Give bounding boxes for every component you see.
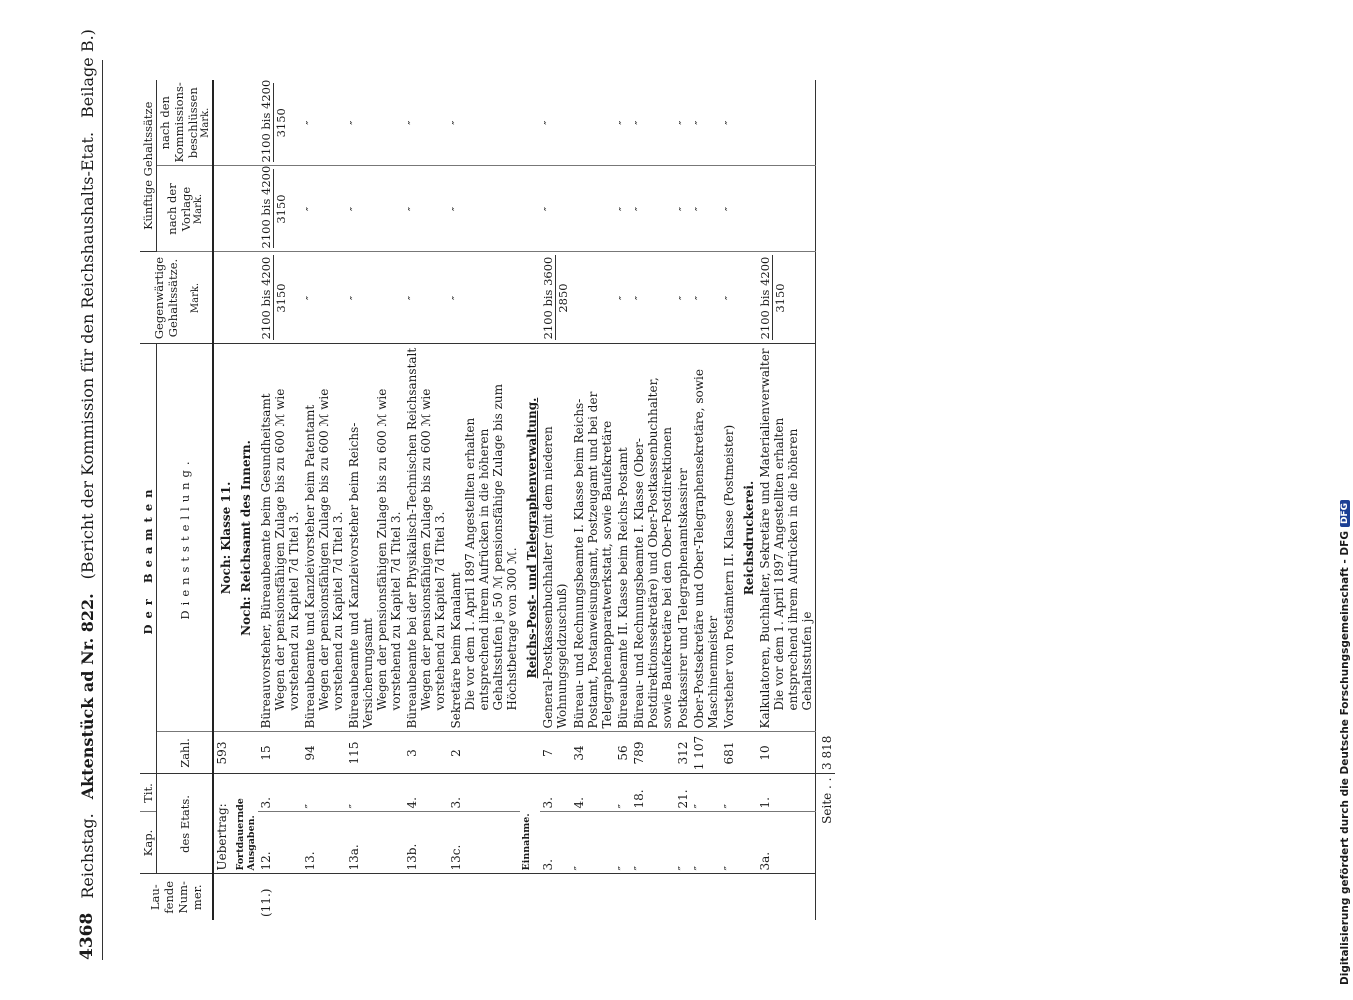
digitization-note [1338, 5, 1352, 985]
row-dienst: Büreau- und Rechnungsbeamte I. Klasse (Ober-Postdirektionssekretäre) und Ober-Postkassenbuchhalter, sowie Baufekretäre bei den Ober-Postdirektionen [631, 344, 675, 732]
row-tit: 4. [571, 774, 615, 812]
row-dienst: Büreaubeamte II. Klasse beim Reichs-Postamt [615, 344, 631, 732]
annex-label: Beilage B.) [77, 29, 97, 118]
row-zahl: 789 [631, 732, 675, 774]
row-note: Wegen der pensionsfähigen Zulage bis zu 600 ℳ wie vorstehend zu Kapitel 7d Titel 3. [317, 388, 345, 711]
row-kap: ″ [721, 812, 737, 874]
digitization-text: Digitalisierung gefördert durch die Deutsche Forschungsgemeinschaft - DFG [1339, 531, 1351, 985]
dfg-logo: DFG [1340, 500, 1350, 527]
col-dienst: Dienststellung. [157, 344, 214, 732]
row-tit: 3. [540, 774, 571, 812]
row-geg: ″ [302, 252, 346, 344]
row-geg: ″ [631, 252, 675, 344]
row-zahl: 34 [571, 732, 615, 774]
page-header [72, 29, 102, 960]
table-row [721, 80, 737, 920]
row-geg: ″ [615, 252, 631, 344]
table-row [571, 80, 615, 920]
section-klasse: Noch: Klasse 11. [213, 344, 234, 732]
row-note: Die vor dem 1. April 1897 Angestellten erhalten entsprechend ihrem Aufrücken in die höheren Gehaltsstufen je 50 ℳ pensionsfähige Zulage bis zum Höchstbetrage von 300 ℳ. [463, 383, 519, 711]
table-row [520, 80, 540, 920]
section-post: Reichs-Post- und Telegraphenverwaltung. [520, 344, 540, 732]
row-tit: 21. [675, 774, 691, 812]
table-row [258, 80, 302, 920]
row-tit: ″ [346, 774, 404, 812]
row-dienst-text: Kalkulatoren, Buchhalter, Sekretäre und Materialienverwalter [758, 348, 772, 729]
col-gegenwaertig-label: Gegenwärtige Gehaltssätze. [151, 256, 180, 340]
row-kom: ″ [346, 80, 404, 166]
table-row [404, 80, 448, 920]
row-vor: ″ [302, 166, 346, 252]
row-tit: 4. [404, 774, 448, 812]
row-zahl: 1 107 [691, 732, 721, 774]
salary-table [140, 80, 835, 920]
row-zahl: 2 [448, 732, 520, 774]
row-kap: 13a. [346, 812, 404, 874]
col-vorlage-label: nach der Vorlage [165, 183, 193, 235]
row-tit: 1. [757, 774, 816, 812]
row-kap: 13b. [404, 812, 448, 874]
row-kap: ″ [615, 812, 631, 874]
row-geg-range: 2100 bis 4200 [259, 256, 273, 340]
row-geg [258, 252, 302, 344]
col-lfd: Lau-fende Num-mer. [140, 874, 213, 920]
row-vor: ″ [540, 166, 571, 252]
row-kap: ″ [691, 812, 721, 874]
row-tit: ″ [302, 774, 346, 812]
row-dienst: Postkassirer und Telegraphenamtskassirer [675, 344, 691, 732]
table-row [757, 80, 816, 920]
row-geg-range: 2100 bis 4200 [758, 256, 772, 340]
row-vor: ″ [448, 166, 520, 252]
row-vor: ″ [631, 166, 675, 252]
row-kap: ″ [675, 812, 691, 874]
table-row [346, 80, 404, 920]
row-kom: ″ [615, 80, 631, 166]
table-row [234, 80, 258, 920]
row-kom: ″ [302, 80, 346, 166]
row-geg-mid: 2850 [556, 283, 570, 313]
row-kom: ″ [404, 80, 448, 166]
row-kap: 3a. [757, 812, 816, 874]
col-gegenwaertig-unit: Mark. [189, 282, 201, 314]
row-zahl: 15 [258, 732, 302, 774]
table-row [631, 80, 675, 920]
row-vor-range: 2100 bis 4200 [259, 165, 273, 249]
row-vor-mid: 3150 [274, 194, 288, 224]
row-geg: ″ [448, 252, 520, 344]
row-tit: 3. [258, 774, 302, 812]
row-geg: ″ [721, 252, 737, 344]
fortdauernde-label: Fortdauernde Ausgaben. [234, 774, 258, 874]
col-zahl: Zahl. [157, 732, 214, 774]
row-kom: ″ [721, 80, 737, 166]
col-kuenftig: Künftige Gehaltssätze [140, 80, 157, 252]
row-dienst [757, 344, 816, 732]
row-kom [258, 80, 302, 166]
row-vor: ″ [691, 166, 721, 252]
table-row [213, 80, 234, 920]
row-kom: ″ [675, 80, 691, 166]
source-label: Reichstag. [77, 813, 97, 899]
row-dienst [346, 344, 404, 732]
row-kap: ″ [631, 812, 675, 874]
row-geg-mid: 3150 [274, 283, 288, 313]
row-kom [571, 80, 615, 166]
row-tit: 18. [631, 774, 675, 812]
row-dienst [404, 344, 448, 732]
row-kom-mid: 3150 [274, 108, 288, 138]
row-dienst-text: Büreaubeamte bei der Physikalisch-Technischen Reichsanstalt [405, 347, 419, 729]
row-dienst-text: Büreaubeamte und Kanzleivorsteher beim Reichs-Versicherungsamt [347, 422, 375, 729]
row-zahl: 10 [757, 732, 816, 774]
row-note: Wegen der pensionsfähigen Zulage bis zu 600 ℳ wie vorstehend zu Kapitel 7d Titel 3. [419, 388, 447, 711]
row-dienst: Büreau- und Rechnungsbeamte I. Klasse beim Reichs-Postamt, Postanweisungsamt, Postzeugamt und bei der Telegraphenapparatwerkstatt, sowie Baufekretäre [571, 344, 615, 732]
col-kommission-label: nach den Kommissions-beschlüssen [158, 82, 200, 163]
col-etat: des Etats. [157, 774, 214, 874]
row-lfd: (11.) [259, 888, 273, 917]
col-gegenwaertig [140, 252, 213, 344]
document-subtitle: (Bericht der Kommission für den Reichshaushalts-Etat. [77, 131, 97, 580]
row-kap: 3. [540, 812, 571, 874]
row-geg [757, 252, 816, 344]
row-note: Die vor dem 1. April 1897 Angestellten erhalten entsprechend ihrem Aufrücken in die höheren Gehaltsstufen je [772, 417, 814, 711]
footer-label: Seite . . [816, 774, 836, 920]
row-zahl: 681 [721, 732, 737, 774]
row-geg: ″ [404, 252, 448, 344]
table-row [675, 80, 691, 920]
row-tit: 3. [448, 774, 520, 812]
row-geg: ″ [691, 252, 721, 344]
row-dienst: Vorsteher von Postämtern II. Klasse (Postmeister) [721, 344, 737, 732]
row-vor [258, 166, 302, 252]
row-geg: ″ [346, 252, 404, 344]
row-dienst-text: Sekretäre beim Kanalamt [449, 572, 463, 729]
row-zahl: 115 [346, 732, 404, 774]
header-rule [102, 60, 103, 960]
table-row [302, 80, 346, 920]
row-kom: ″ [448, 80, 520, 166]
row-zahl: 312 [675, 732, 691, 774]
row-geg [571, 252, 615, 344]
footer-total: 3 818 [816, 732, 836, 774]
row-vor: ″ [404, 166, 448, 252]
row-geg [540, 252, 571, 344]
col-kap: Kap. [140, 812, 157, 874]
page-number: 4368 [77, 912, 97, 960]
row-kap: ″ [571, 812, 615, 874]
row-tit: ″ [615, 774, 631, 812]
col-group-beamten: Der Beamten [140, 344, 157, 774]
row-kom-range: 2100 bis 4200 [259, 79, 273, 163]
row-dienst: Ober-Postsekretäre und Ober-Telegraphensekretäre, sowie Maschinenmeister [691, 344, 721, 732]
row-kom: ″ [691, 80, 721, 166]
row-geg-mid: 3150 [773, 283, 787, 313]
col-tit: Tit. [140, 774, 157, 812]
row-dienst-text: Büreaubeamte und Kanzleivorsteher beim Patentamt [303, 404, 317, 729]
table-row [448, 80, 520, 920]
row-tit: ″ [721, 774, 737, 812]
col-kommission-unit: Mark. [200, 107, 211, 138]
table-row [691, 80, 721, 920]
row-dienst [448, 344, 520, 732]
row-note: Wegen der pensionsfähigen Zulage bis zu 600 ℳ wie vorstehend zu Kapitel 7d Titel 3. [375, 388, 403, 711]
row-geg: ″ [675, 252, 691, 344]
row-dienst: General-Postkassenbuchhalter (mit dem niederen Wohnungsgeldzuschuß) [540, 344, 571, 732]
row-zahl: 7 [540, 732, 571, 774]
row-zahl: 56 [615, 732, 631, 774]
row-dienst [302, 344, 346, 732]
row-kap: 13. [302, 812, 346, 874]
uebertrag-label: Uebertrag: [213, 774, 234, 874]
table-footer [816, 80, 836, 920]
section-reichsamt-inneres: Noch: Reichsamt des Innern. [234, 344, 258, 732]
uebertrag-value: 593 [213, 732, 234, 774]
einnahme-label: Einnahme. [520, 774, 540, 874]
col-vorlage-unit: Mark. [193, 193, 204, 225]
row-kap: 13c. [448, 812, 520, 874]
row-geg-range: 2100 bis 3600 [541, 256, 555, 340]
row-tit: ″ [691, 774, 721, 812]
row-zahl: 3 [404, 732, 448, 774]
table-row [737, 80, 757, 920]
row-kom: ″ [540, 80, 571, 166]
row-kom: ″ [631, 80, 675, 166]
row-note: Wegen der pensionsfähigen Zulage bis zu 600 ℳ wie vorstehend zu Kapitel 7d Titel 3. [273, 388, 301, 711]
col-kommission [157, 80, 214, 166]
table-row [540, 80, 571, 920]
row-vor: ″ [346, 166, 404, 252]
row-dienst [258, 344, 302, 732]
section-druckerei: Reichsdruckerei. [737, 344, 757, 732]
table-row [615, 80, 631, 920]
row-kap: 12. [258, 812, 302, 874]
row-vor [571, 166, 615, 252]
row-zahl: 94 [302, 732, 346, 774]
col-vorlage [157, 166, 214, 252]
document-title: Aktenstück ad Nr. 822. [77, 593, 97, 800]
row-vor: ″ [615, 166, 631, 252]
row-vor: ″ [675, 166, 691, 252]
row-dienst-text: Büreauvorsteher, Büreaubeamte beim Gesundheitsamt [259, 393, 273, 729]
rotated-page-content [60, 29, 1320, 960]
row-vor: ″ [721, 166, 737, 252]
